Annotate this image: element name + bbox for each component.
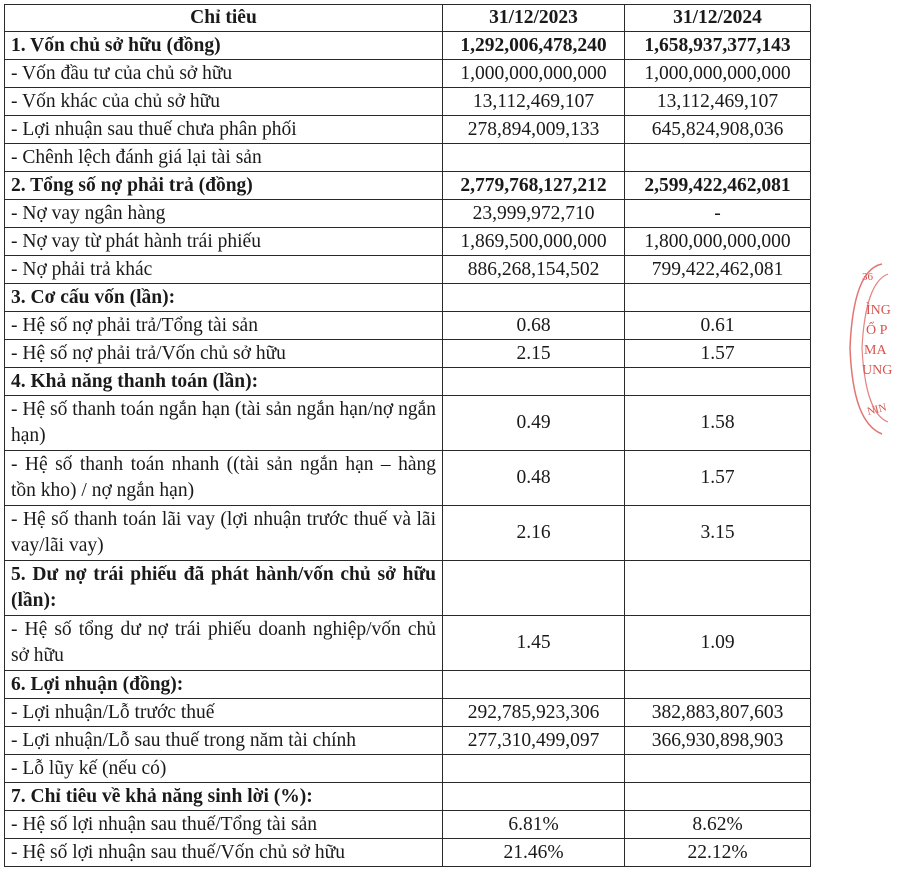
svg-text:Ổ P: Ổ P [866, 323, 888, 338]
table-row [5, 312, 811, 340]
svg-text:UNG: UNG [862, 363, 893, 378]
row-label: - Vốn khác của chủ sở hữu [5, 88, 443, 116]
svg-text:ÌNG: ÌNG [866, 303, 891, 318]
row-label: 5. Dư nợ trái phiếu đã phát hành/vốn chủ sở hữu (lần): [5, 561, 443, 616]
row-label: 2. Tổng số nợ phải trả (đồng) [5, 172, 443, 200]
value-2023 [443, 783, 625, 811]
row-label: - Hệ số lợi nhuận sau thuế/Tổng tài sản [5, 811, 443, 839]
value-2024: - [625, 200, 811, 228]
svg-text:NIN: NIN [865, 401, 888, 418]
row-label: - Hệ số lợi nhuận sau thuế/Vốn chủ sở hữu [5, 839, 443, 867]
table-row [5, 783, 811, 811]
value-2024: 1,658,937,377,143 [625, 32, 811, 60]
value-2024 [625, 284, 811, 312]
row-label: - Hệ số thanh toán lãi vay (lợi nhuận trước thuế và lãi vay/lãi vay) [5, 506, 443, 561]
table-row [5, 256, 811, 284]
table-row [5, 172, 811, 200]
table-row [5, 699, 811, 727]
table-row [5, 451, 811, 506]
table-row [5, 755, 811, 783]
value-2024 [625, 368, 811, 396]
table-row [5, 60, 811, 88]
table-row [5, 396, 811, 451]
value-2023: 2,779,768,127,212 [443, 172, 625, 200]
row-label: 3. Cơ cấu vốn (lần): [5, 284, 443, 312]
row-label: 4. Khả năng thanh toán (lần): [5, 368, 443, 396]
value-2024: 1.57 [625, 451, 811, 506]
value-2023: 0.49 [443, 396, 625, 451]
value-2024: 13,112,469,107 [625, 88, 811, 116]
header-2024: 31/12/2024 [625, 5, 811, 32]
row-label: - Lợi nhuận/Lỗ trước thuế [5, 699, 443, 727]
value-2024 [625, 144, 811, 172]
value-2023 [443, 561, 625, 616]
table-row [5, 340, 811, 368]
value-2023 [443, 144, 625, 172]
table-header-row [5, 5, 811, 32]
row-label: - Hệ số nợ phải trả/Tổng tài sản [5, 312, 443, 340]
value-2024: 3.15 [625, 506, 811, 561]
row-label: - Nợ vay ngân hàng [5, 200, 443, 228]
value-2024: 1,000,000,000,000 [625, 60, 811, 88]
value-2023: 1,000,000,000,000 [443, 60, 625, 88]
row-label: - Vốn đầu tư của chủ sở hữu [5, 60, 443, 88]
value-2023: 1.45 [443, 616, 625, 671]
svg-text:MA: MA [864, 343, 887, 358]
row-label: - Hệ số thanh toán ngắn hạn (tài sản ngắn hạn/nợ ngắn hạn) [5, 396, 443, 451]
row-label: 7. Chỉ tiêu về khả năng sinh lời (%): [5, 783, 443, 811]
table-row [5, 506, 811, 561]
value-2024: 22.12% [625, 839, 811, 867]
value-2024: 1.58 [625, 396, 811, 451]
value-2023: 0.48 [443, 451, 625, 506]
value-2023: 277,310,499,097 [443, 727, 625, 755]
value-2023: 2.15 [443, 340, 625, 368]
header-indicator: Chỉ tiêu [5, 5, 443, 32]
value-2023: 0.68 [443, 312, 625, 340]
value-2024 [625, 671, 811, 699]
value-2024: 382,883,807,603 [625, 699, 811, 727]
row-label: - Lợi nhuận/Lỗ sau thuế trong năm tài chính [5, 727, 443, 755]
row-label: - Nợ phải trả khác [5, 256, 443, 284]
value-2023: 278,894,009,133 [443, 116, 625, 144]
value-2024: 1.57 [625, 340, 811, 368]
value-2024 [625, 755, 811, 783]
value-2024: 1,800,000,000,000 [625, 228, 811, 256]
table-row [5, 284, 811, 312]
value-2024: 799,422,462,081 [625, 256, 811, 284]
financial-indicators-table [4, 4, 811, 867]
value-2023: 292,785,923,306 [443, 699, 625, 727]
value-2024: 8.62% [625, 811, 811, 839]
value-2023: 21.46% [443, 839, 625, 867]
row-label: - Nợ vay từ phát hành trái phiếu [5, 228, 443, 256]
header-2023: 31/12/2023 [443, 5, 625, 32]
row-label: - Hệ số nợ phải trả/Vốn chủ sở hữu [5, 340, 443, 368]
row-label: - Lỗ lũy kế (nếu có) [5, 755, 443, 783]
table-row [5, 116, 811, 144]
value-2023: 2.16 [443, 506, 625, 561]
value-2023 [443, 671, 625, 699]
value-2024 [625, 561, 811, 616]
table-row [5, 32, 811, 60]
value-2024: 0.61 [625, 312, 811, 340]
row-label: 1. Vốn chủ sở hữu (đồng) [5, 32, 443, 60]
value-2024: 1.09 [625, 616, 811, 671]
table-row [5, 671, 811, 699]
row-label: - Lợi nhuận sau thuế chưa phân phối [5, 116, 443, 144]
value-2023: 886,268,154,502 [443, 256, 625, 284]
table-row [5, 144, 811, 172]
table-row [5, 368, 811, 396]
table-row [5, 88, 811, 116]
row-label: - Hệ số tổng dư nợ trái phiếu doanh nghiệp/vốn chủ sở hữu [5, 616, 443, 671]
value-2024: 366,930,898,903 [625, 727, 811, 755]
company-seal-stamp [842, 258, 902, 438]
table-row [5, 727, 811, 755]
value-2023 [443, 368, 625, 396]
value-2023: 6.81% [443, 811, 625, 839]
svg-text:36: 36 [862, 271, 873, 283]
row-label: 6. Lợi nhuận (đồng): [5, 671, 443, 699]
value-2023: 1,869,500,000,000 [443, 228, 625, 256]
row-label: - Chênh lệch đánh giá lại tài sản [5, 144, 443, 172]
value-2024: 645,824,908,036 [625, 116, 811, 144]
table-row [5, 839, 811, 867]
table-row [5, 811, 811, 839]
table-row [5, 228, 811, 256]
table-row [5, 616, 811, 671]
value-2023: 1,292,006,478,240 [443, 32, 625, 60]
value-2023: 13,112,469,107 [443, 88, 625, 116]
value-2024: 2,599,422,462,081 [625, 172, 811, 200]
table-row [5, 561, 811, 616]
row-label: - Hệ số thanh toán nhanh ((tài sản ngắn hạn – hàng tồn kho) / nợ ngắn hạn) [5, 451, 443, 506]
value-2023 [443, 284, 625, 312]
value-2024 [625, 783, 811, 811]
table-row [5, 200, 811, 228]
value-2023 [443, 755, 625, 783]
value-2023: 23,999,972,710 [443, 200, 625, 228]
